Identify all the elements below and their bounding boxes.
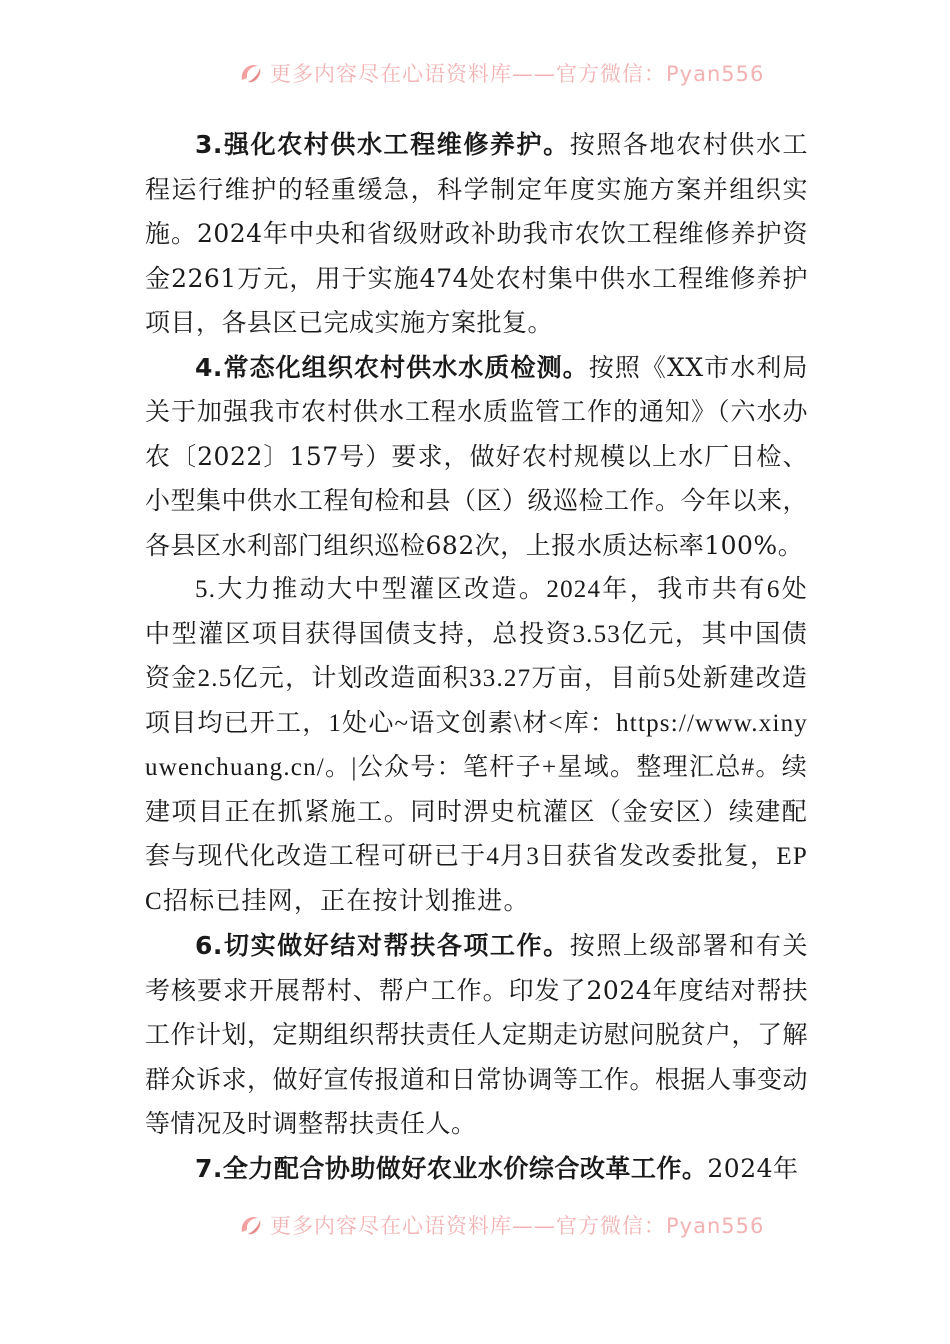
paragraph-lead: 6.切实做好结对帮扶各项工作。 (195, 931, 570, 960)
paragraph-text: 按照上级部署和有关考核要求开展帮村、帮户工作。印发了2024年度结对帮扶工作计划，定期组织帮扶责任人定期走访慰问脱贫户，了解群众诉求，做好宣传报道和日常协调等工作。根据人事变动等情况及时调整帮扶责任人。 (145, 931, 809, 1138)
paragraph-lead: 3.强化农村供水工程维修养护。 (195, 130, 570, 159)
header-watermark (238, 58, 764, 88)
paragraph-lead: 7.全力配合协助做好农业水价综合改革工作。 (195, 1153, 708, 1183)
paragraph-text: 按照各地农村供水工程运行维护的轻重缓急，科学制定年度实施方案并组织实施。2024年中央和省级财政补助我市农饮工程维修养护资金2261万元，用于实施474处农村集中供水工程维修养护项目，各县区已完成实施方案批复。 (145, 130, 808, 337)
paragraph-7 (145, 1147, 808, 1192)
paragraph-5 (145, 568, 808, 924)
watermark-logo-icon (238, 60, 264, 86)
watermark-text: 更多内容尽在心语资料库——官方微信：Pyan556 (270, 1214, 765, 1238)
document-body (145, 123, 808, 1191)
paragraph-6 (145, 924, 808, 1147)
paragraph-4 (145, 346, 808, 569)
paragraph-lead: 4.常态化组织农村供水水质检测。 (195, 352, 589, 382)
watermark-text: 更多内容尽在心语资料库——官方微信：Pyan556 (270, 62, 765, 86)
paragraph-text: 按照《XX市水利局关于加强我市农村供水工程水质监管工作的通知》（六水办农〔2022〕157号）要求，做好农村规模以上水厂日检、小型集中供水工程旬检和县（区）级巡检工作。今年以来，各县区水利部门组织巡检682次，上报水质达标率100%。 (145, 352, 809, 560)
paragraph-3 (145, 123, 808, 346)
watermark-logo-icon (238, 1212, 264, 1238)
paragraph-text: 2024年 (707, 1153, 799, 1183)
footer-watermark (238, 1210, 764, 1240)
paragraph-text: 5.大力推动大中型灌区改造。2024年，我市共有6处中型灌区项目获得国债支持，总投资3.53亿元，其中国债资金2.5亿元，计划改造面积33.27万亩，目前5处新建改造项目均已开工，1处心~语文创素\材<库：https://www.xinyuwenchuang.cn/。|公众号：笔杆子+星域。整理汇总#。续建项目正在抓紧施工。同时淠史杭灌区（金安区）续建配套与现代化改造工程可研已于4月3日获省发改委批复，EPC招标已挂网，正在按计划推进。 (145, 576, 808, 915)
